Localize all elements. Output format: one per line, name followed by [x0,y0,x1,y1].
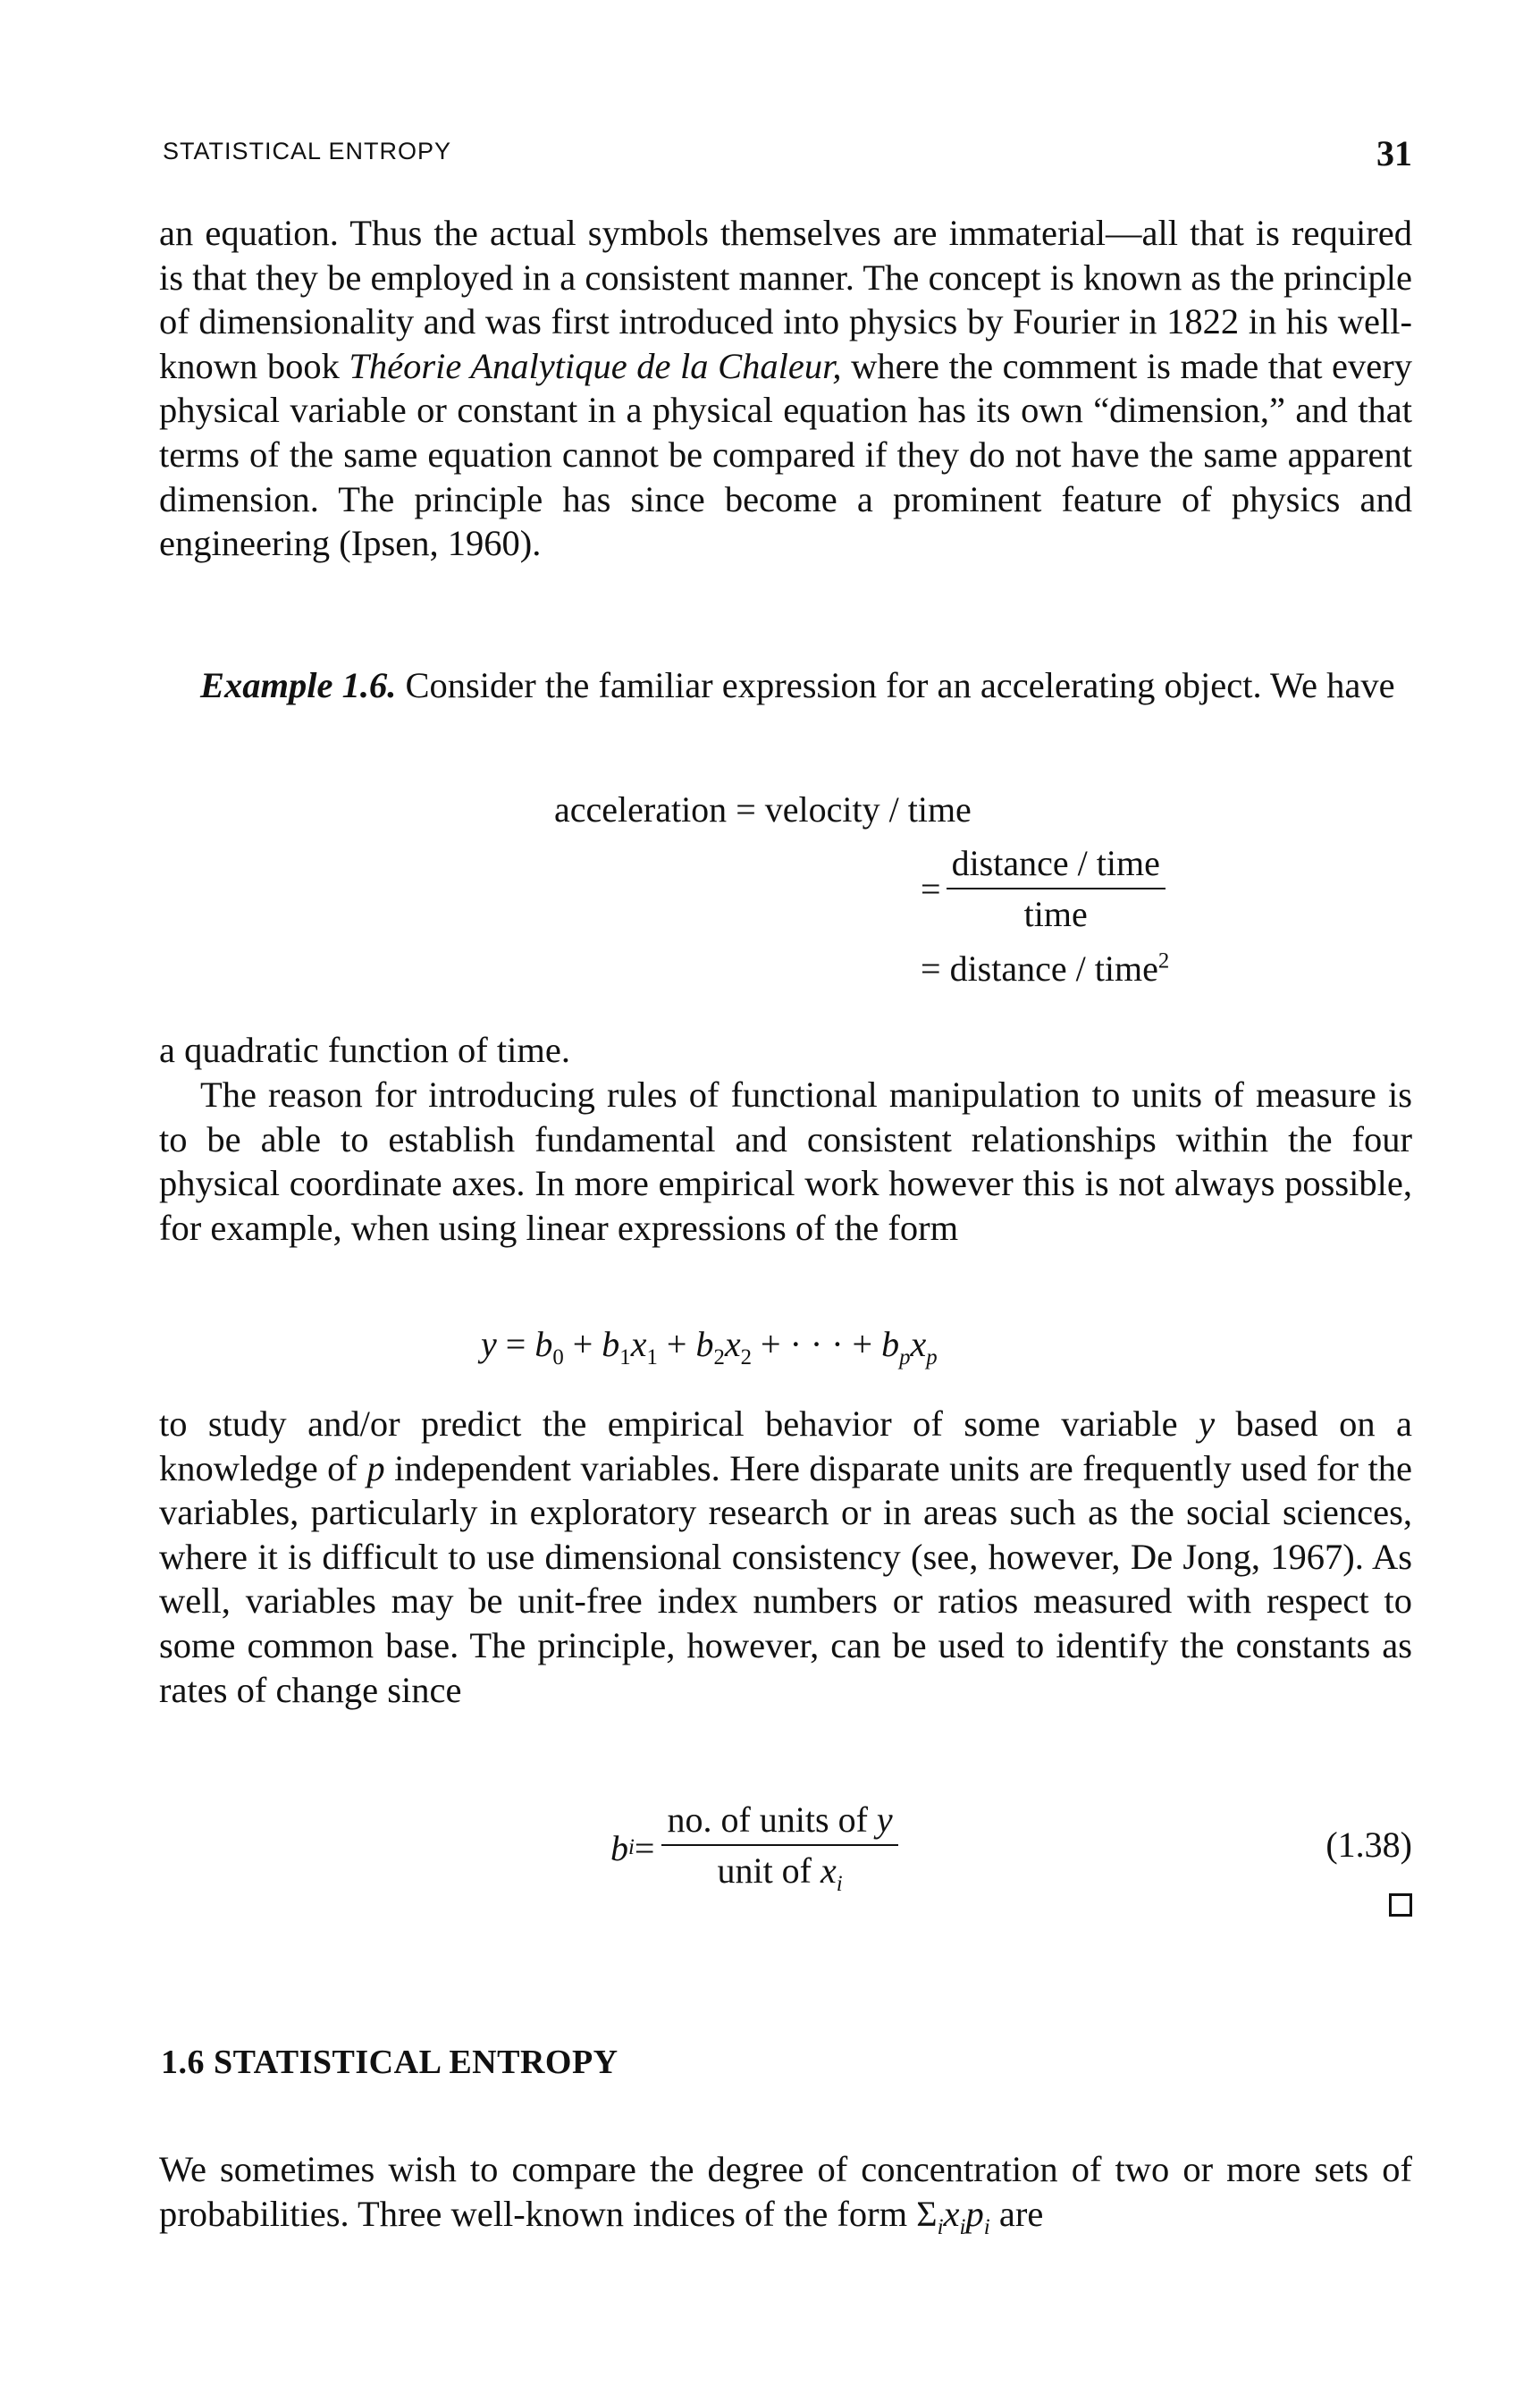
subscript: 2 [740,1345,753,1370]
denominator-text: unit of [717,1850,820,1891]
variable-x: x [820,1850,837,1891]
variable-p: p [965,2193,984,2234]
paragraph-quadratic [159,1028,1412,1073]
subscript: 1 [646,1345,658,1370]
plus-sign: + [657,1324,696,1364]
equation-line-3 [921,948,1169,990]
equation-lhs: acceleration [554,789,728,830]
paragraph-text: independent variables. Here disparate units are frequently used for the variables, particularly in exploratory research or in areas such as the social sciences, where it is difficult to use dimensional consistency (see, however, De Jong, 1967). As well, variables may be unit-free index numbers or ratios measured with respect to some common base. The principle, however, can be used to identify the constants as rates of change since [159,1447,1412,1710]
fraction-distance-time [947,842,1166,935]
running-head: STATISTICAL ENTROPY [163,138,452,164]
page-number: 31 [1376,133,1412,173]
subscript-i: i [937,2214,944,2239]
plus-sign: + [563,1324,602,1364]
equals-sign: = [736,789,756,830]
fraction-denominator [711,1846,847,1897]
equals-sign: = [496,1324,535,1364]
equation-rhs-distance: distance / time [949,948,1158,989]
paragraph-text: an equation. Thus the actual symbols themselves are immaterial—all that is required is that they be employed in a consistent manner. The concept is known as the principle of dimensionality and was first introduced into physics by Fourier in 1822 in his well-known book [159,213,1412,386]
equals-sign: = [921,948,941,989]
coefficient: b [881,1324,900,1364]
variable-y: y [481,1324,497,1364]
example-text: Consider the familiar expression for an accelerating object. We have [396,665,1395,705]
equation-number: (1.38) [1325,1825,1412,1865]
equals-sign: = [634,1827,655,1868]
paragraph-text: based on a knowledge of [159,1403,1412,1488]
paragraph-text: The reason for introducing rules of functional manipulation to units of measure is to be able to establish fundamental and consistent relationships within the four physical coordinate axes. In more empirical work however this is not always possible, for example, when using linear expressions of the form [159,1075,1412,1248]
equation-line-2 [921,842,1166,935]
paragraph-empirical [159,1402,1412,1712]
equation-bi [610,1799,898,1897]
fraction-units [661,1799,897,1897]
subscript: 0 [552,1345,564,1370]
paragraph-text: a quadratic function of time. [159,1030,570,1070]
variable-y: y [1199,1403,1216,1444]
equation-line-1 [554,788,972,830]
coefficient: b [695,1324,714,1364]
subscript: 2 [713,1345,725,1370]
paragraph-dimensionality [159,211,1412,566]
fraction-numerator: distance / time [947,842,1166,889]
ellipsis-plus: + · · · + [752,1324,882,1364]
coefficient-b: b [610,1827,628,1868]
paragraph-text: to study and/or predict the empirical behavior of some variable [159,1403,1199,1444]
equals-sign: = [921,868,941,909]
subscript-i: i [983,2214,990,2239]
paragraph-text: are [989,2193,1044,2234]
variable-y: y [876,1799,893,1840]
variable-x: x [910,1324,927,1364]
exponent: 2 [1157,948,1170,973]
page-header [159,132,1412,177]
end-of-example-square-icon [1389,1893,1412,1917]
subscript: 1 [619,1345,631,1370]
summation-sign: Σ [916,2193,938,2234]
variable-x: x [943,2193,960,2234]
subscript-i: i [836,1872,843,1896]
coefficient: b [534,1324,553,1364]
book-title: Théorie Analytique de la Chaleur, [349,345,842,386]
fraction-denominator: time [1023,894,1088,934]
numerator-text: no. of units of [667,1799,877,1840]
coefficient: b [602,1324,620,1364]
subscript: p [899,1345,911,1370]
subscript-i: i [959,2214,966,2239]
paragraph-text: We sometimes wish to compare the degree of concentration of two or more sets of probabilities. Three well-known indices of the form [159,2149,1412,2234]
paragraph-entropy [159,2147,1412,2249]
example-label: Example 1.6. [200,665,397,705]
paragraph-reason [159,1073,1412,1250]
subscript: p [926,1345,938,1370]
equation-rhs-velocity: velocity / time [764,789,972,830]
section-heading: 1.6 STATISTICAL ENTROPY [161,2044,619,2081]
equation-linear [481,1323,938,1370]
paragraph-text: where the comment is made that every physical variable or constant in a physical equation has its own “dimension,” and that terms of the same equation cannot be compared if they do not have the same apparent dimension. The principle has since become a prominent feature of physics and engineering (Ipsen, 1960). [159,345,1412,564]
variable-x: x [724,1324,741,1364]
example-paragraph [159,663,1412,708]
fraction-numerator [661,1799,897,1846]
variable-x: x [630,1324,647,1364]
variable-p: p [366,1447,385,1488]
subscript-i: i [628,1835,635,1859]
